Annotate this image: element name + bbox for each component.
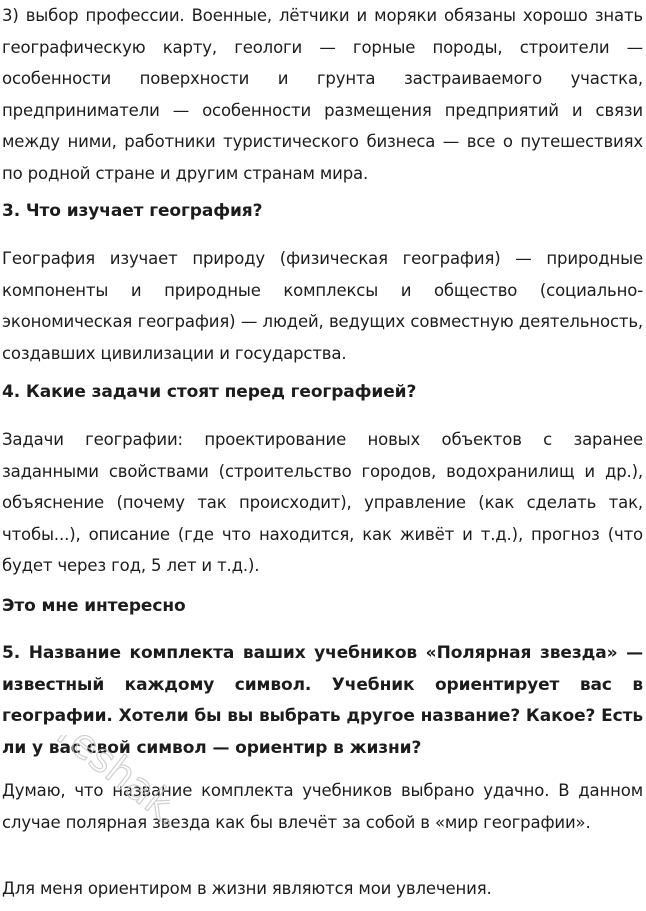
interesting-heading: Это мне интересно [2,596,186,616]
question-5-heading: 5. Название комплекта ваших учебников «Полярная звезда» — известный каждому символ. Учебник ориентирует вас в географии. Хотели бы вы выбрать другое название? Какое? Есть ли у вас свой символ — ориентир в жизни? [2,643,643,758]
paragraph-profession-choice: 3) выбор профессии. Военные, лётчики и моряки обязаны хорошо знать географическую карту, геологи — горные породы, строители — особенности поверхности и грунта застраиваемого участка, предприниматели — особенности размещения предприятий и связи между ними, работники туристического бизнеса — все о путешествиях по родной стране и другим странам мира. [2,6,643,183]
watermark-text: reshak.ru [48,735,170,863]
answer-4-paragraph: Задачи географии: проектирование новых объектов с заранее заданными свойствами (строительство городов, водохранилищ и др.), объяснение (почему так происходит), управление (как сделать так, чтобы...), описание (где что находится, как живёт и т.д.), прогноз (что будет через год, 5 лет и т.д.). [2,430,643,576]
answer-5-paragraph-1: Думаю, что название комплекта учебников выбрано удачно. В данном случае полярная звезда как бы влечёт за собой в «мир географии». [2,781,643,832]
question-4-heading: 4. Какие задачи стоят перед географией? [2,382,417,402]
question-3-heading: 3. Что изучает география? [2,201,263,221]
answer-3-paragraph: География изучает природу (физическая география) — природные компоненты и природные комплексы и общество (социально-экономическая география) — людей, ведущих совместную деятельность, создавших цивилизации и государства. [2,249,643,363]
answer-5-paragraph-2: Для меня ориентиром в жизни являются мои увлечения. [2,879,492,898]
